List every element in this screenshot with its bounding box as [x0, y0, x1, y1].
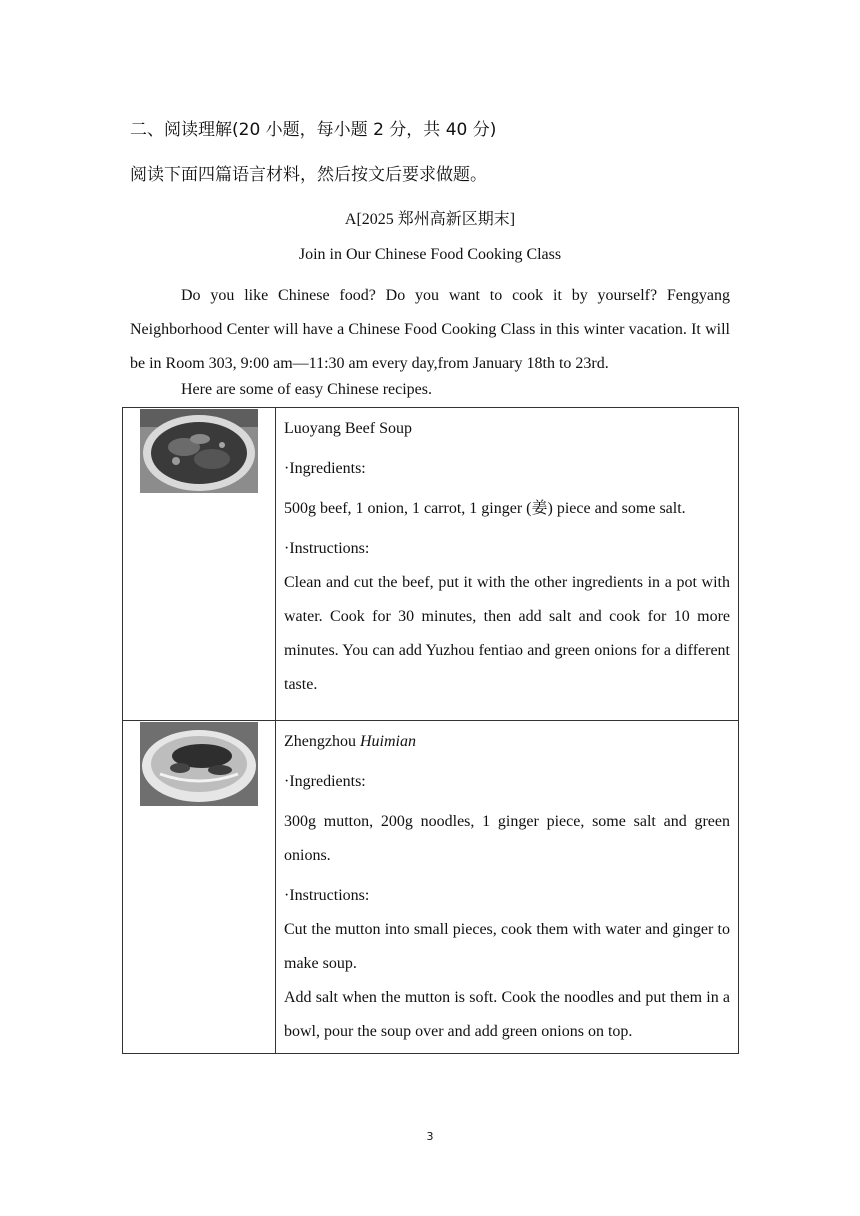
- section-title: 二、阅读理解(20 小题，每小题 2 分，共 40 分): [130, 120, 497, 140]
- recipe-name: Luoyang Beef Soup: [284, 420, 412, 437]
- passage-title: Join in Our Chinese Food Cooking Class: [298, 246, 562, 263]
- table-row: [123, 721, 739, 1054]
- recipe-image-cell: [123, 721, 276, 1054]
- recipe-name: [284, 725, 730, 759]
- instructions-heading: ·Instructions:: [284, 540, 370, 557]
- passage-intro: [130, 279, 730, 381]
- recipe-name-italic: Huimian: [359, 733, 416, 750]
- page-number: 3: [426, 1130, 434, 1143]
- section-instruction: 阅读下面四篇语言材料，然后按文后要求做题。: [130, 165, 487, 185]
- recipes-table: [122, 407, 739, 1054]
- ingredients-heading: ·Ingredients:: [284, 773, 366, 790]
- recipe-name-prefix: Zhengzhou: [284, 733, 360, 750]
- instructions-heading: ·Instructions:: [284, 887, 370, 904]
- ingredients-heading: ·Ingredients:: [284, 460, 366, 477]
- instructions-text: Add salt when the mutton is soft. Cook the noodles and put them in a bowl, pour the soup over and add green onions on top.: [284, 989, 730, 1040]
- instructions-text: Clean and cut the beef, put it with the other ingredients in a pot with water. Cook for 30 minutes, then add salt and cook for 10 more minutes. You can add Yuzhou fentiao and green onions for a different taste.: [284, 574, 730, 693]
- recipe-text-cell: [276, 408, 739, 721]
- beef-soup-photo: [140, 409, 258, 493]
- recipes-lead: Here are some of easy Chinese recipes.: [181, 381, 432, 398]
- recipe-text-cell: [276, 721, 739, 1054]
- ingredients-text: 500g beef, 1 onion, 1 carrot, 1 ginger (姜) piece and some salt.: [284, 500, 686, 517]
- passage-label: A[2025 郑州高新区期末]: [344, 211, 516, 228]
- intro-paragraph: Do you like Chinese food? Do you want to cook it by yourself? Fengyang Neighborhood Center will have a Chinese Food Cooking Class in this winter vacation. It will be in Room 303, 9:00 am—11:30 am every day,from January 18th to 23rd.: [130, 287, 730, 372]
- ingredients-text: 300g mutton, 200g noodles, 1 ginger piece, some salt and green onions.: [284, 813, 730, 864]
- recipe-image-cell: [123, 408, 276, 721]
- table-row: [123, 408, 739, 721]
- huimian-photo: [140, 722, 258, 806]
- instructions-text: Cut the mutton into small pieces, cook them with water and ginger to make soup.: [284, 921, 730, 972]
